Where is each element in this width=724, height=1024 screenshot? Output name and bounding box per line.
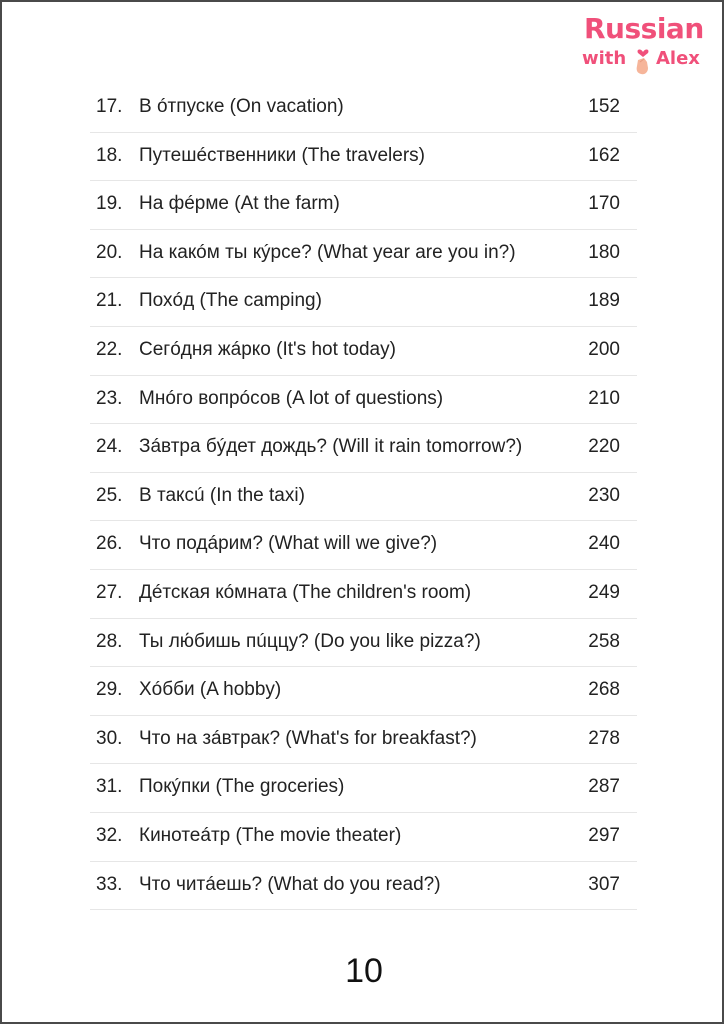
toc-entry[interactable]: [90, 570, 637, 619]
toc-entry[interactable]: [90, 619, 637, 668]
entry-title: Что читáешь? (What do you read?): [139, 873, 441, 895]
entry-title: Ты лю́бишь пúццу? (Do you like pizza?): [139, 630, 481, 652]
entry-number: 18.: [96, 144, 123, 166]
entry-page: 220: [588, 436, 620, 458]
entry-number: 26.: [96, 533, 123, 555]
logo-text-with: with: [582, 48, 627, 69]
entry-title: Зáвтра бýдет дождь? (Will it rain tomorrow?): [139, 436, 523, 458]
entry-number: 19.: [96, 193, 123, 215]
entry-page: 180: [588, 241, 620, 263]
page-number: 10: [345, 952, 383, 990]
entry-number: 27.: [96, 581, 123, 603]
entry-title: На фéрме (At the farm): [139, 193, 340, 215]
toc-entry[interactable]: [90, 716, 637, 765]
entry-page: 297: [588, 824, 620, 846]
entry-page: 152: [588, 96, 620, 117]
toc-entry[interactable]: [90, 133, 637, 182]
entry-page: 278: [588, 727, 620, 749]
entry-number: 25.: [96, 484, 123, 506]
entry-title: Хóбби (A hobby): [139, 679, 282, 701]
logo-line2: [582, 48, 700, 69]
entry-title: Мнóго вопрóсов (A lot of questions): [139, 387, 444, 409]
entry-number: 28.: [96, 630, 123, 652]
toc-entry[interactable]: [90, 862, 637, 911]
entry-number: 30.: [96, 727, 123, 749]
entry-page: 287: [588, 776, 620, 798]
entry-page: 307: [588, 873, 620, 895]
entry-number: 23.: [96, 387, 123, 409]
toc-entry[interactable]: [90, 521, 637, 570]
toc-entry[interactable]: [90, 424, 637, 473]
entry-page: 189: [588, 290, 620, 312]
entry-number: 33.: [96, 873, 123, 895]
entry-page: 210: [588, 387, 620, 409]
toc-entry[interactable]: [90, 813, 637, 862]
hand-heart-icon: [632, 46, 654, 76]
entry-number: 20.: [96, 241, 123, 263]
toc-entry[interactable]: [90, 84, 637, 133]
entry-page: 240: [588, 533, 620, 555]
logo-text-russian: Russian: [584, 12, 704, 45]
toc-entry[interactable]: [90, 376, 637, 425]
entry-page: 268: [588, 679, 620, 701]
entry-title: Кинотеáтр (The movie theater): [139, 824, 402, 846]
entry-page: 162: [588, 144, 620, 166]
entry-title: Похóд (The camping): [139, 290, 322, 312]
entry-title: Путешéственники (The travelers): [139, 144, 426, 166]
logo-text-alex: Alex: [656, 48, 700, 69]
entry-number: 31.: [96, 776, 123, 798]
entry-number: 29.: [96, 679, 123, 701]
toc-entry[interactable]: [90, 327, 637, 376]
entry-title: Покýпки (The groceries): [139, 776, 345, 798]
toc-entry[interactable]: [90, 278, 637, 327]
entry-title: Что подáрим? (What will we give?): [139, 533, 438, 555]
entry-title: На какóм ты кýрсе? (What year are you in?): [139, 241, 516, 263]
toc-entry[interactable]: [90, 473, 637, 522]
entry-page: 170: [588, 193, 620, 215]
entry-title: В óтпуске (On vacation): [139, 96, 344, 117]
entry-number: 24.: [96, 436, 123, 458]
entry-title: В таксú (In the taxi): [139, 484, 305, 506]
entry-number: 32.: [96, 824, 123, 846]
toc-entry[interactable]: [90, 181, 637, 230]
entry-title: Что на зáвтрак? (What's for breakfast?): [139, 727, 477, 749]
entry-number: 22.: [96, 338, 123, 360]
toc-entry[interactable]: [90, 764, 637, 813]
toc-entry[interactable]: [90, 230, 637, 279]
russian-with-alex-logo: [582, 12, 710, 82]
entry-number: 21.: [96, 290, 123, 312]
entry-title: Сегóдня жáрко (It's hot today): [139, 338, 396, 360]
entry-title: Дéтская кóмната (The children's room): [139, 581, 472, 603]
entry-page: 230: [588, 484, 620, 506]
entry-page: 258: [588, 630, 620, 652]
toc-entry[interactable]: [90, 667, 637, 716]
entry-page: 200: [588, 338, 620, 360]
table-of-contents: [90, 84, 637, 910]
entry-page: 249: [588, 581, 620, 603]
entry-number: 17.: [96, 96, 123, 117]
